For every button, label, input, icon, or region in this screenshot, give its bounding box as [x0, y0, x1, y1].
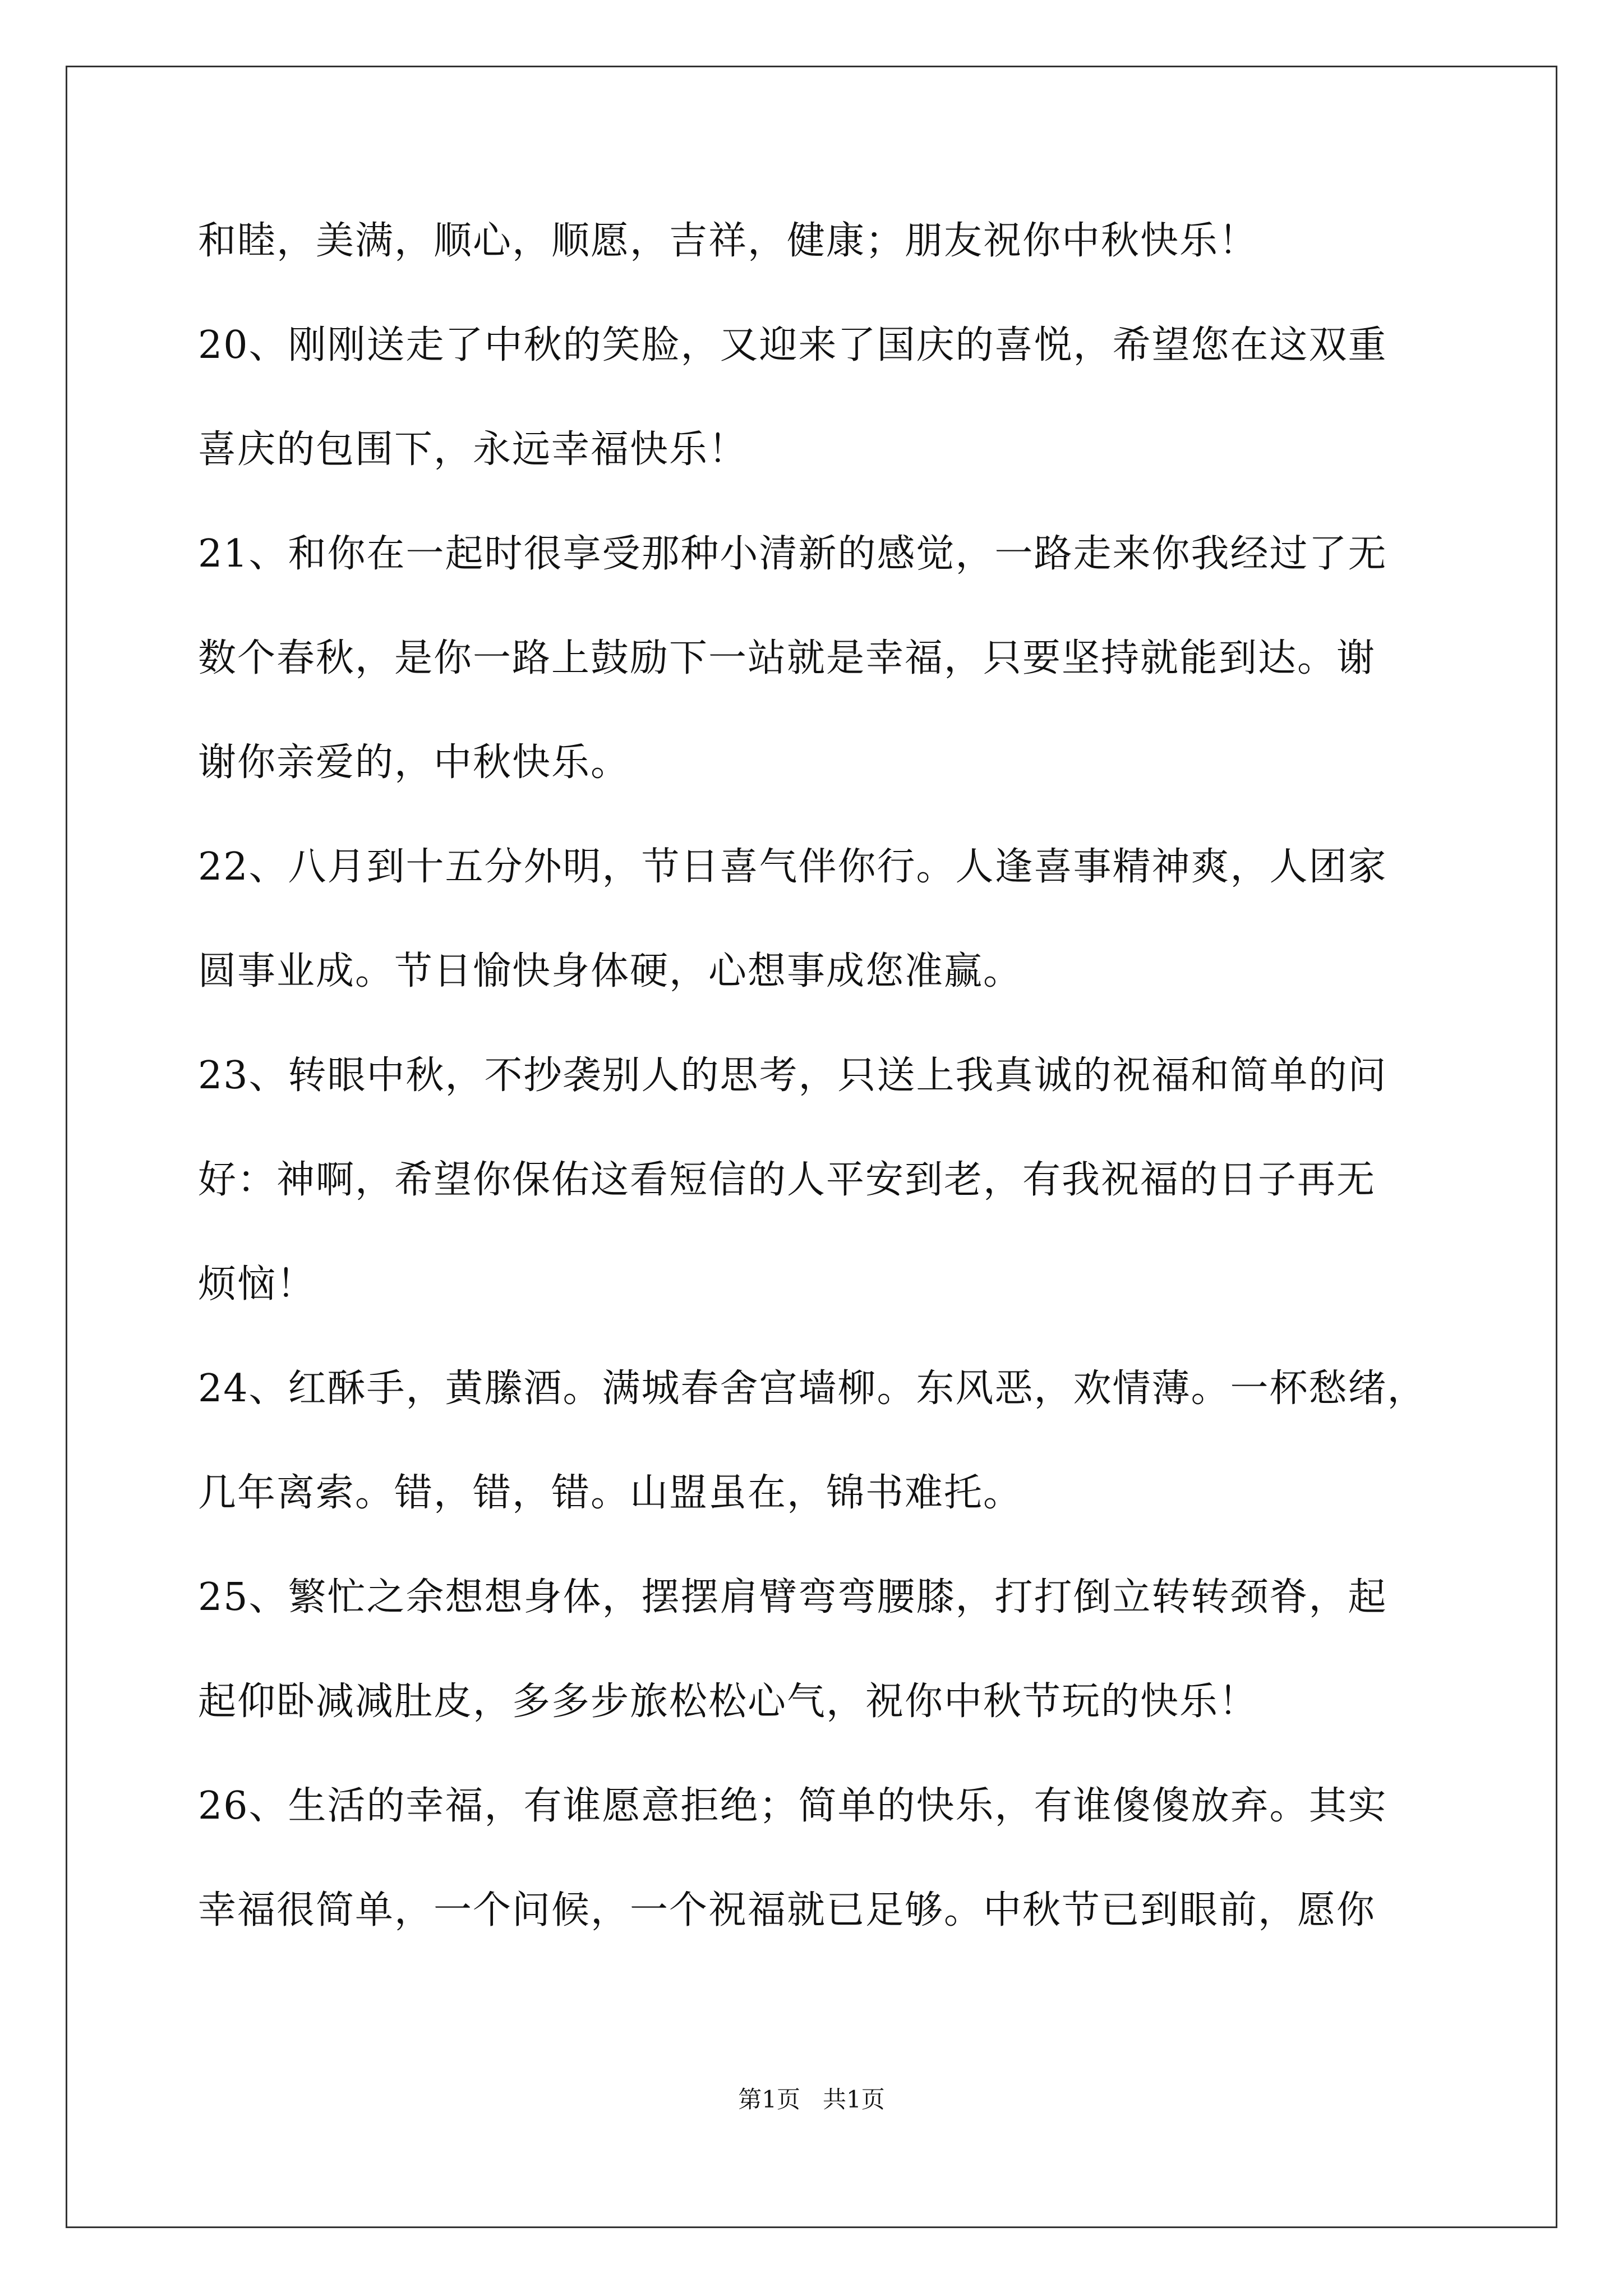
text-line: 25、繁忙之余想想身体，摆摆肩臂弯弯腰膝，打打倒立转转颈脊，起	[198, 1575, 1387, 1619]
text-line: 22、八月到十五分外明，节日喜气伴你行。人逢喜事精神爽，人团家	[198, 845, 1387, 889]
text-line: 谢你亲爱的，中秋快乐。	[198, 740, 630, 785]
text-line: 圆事业成。节日愉快身体硬，心想事成您准赢。	[198, 949, 1023, 993]
text-line: 20、刚刚送走了中秋的笑脸，又迎来了国庆的喜悦，希望您在这双重	[198, 323, 1387, 367]
text-line: 21、和你在一起时很享受那种小清新的感觉，一路走来你我经过了无	[198, 532, 1387, 576]
text-line: 几年离索。错，错，错。山盟虽在，锦书难托。	[198, 1471, 1023, 1515]
text-line: 和睦，美满，顺心，顺愿，吉祥，健康；朋友祝你中秋快乐！	[198, 219, 1258, 263]
text-line: 起仰卧减减肚皮，多多步旅松松心气，祝你中秋节玩的快乐！	[198, 1680, 1258, 1724]
text-line: 数个春秋，是你一路上鼓励下一站就是幸福，只要坚持就能到达。谢	[198, 636, 1376, 680]
text-line: 喜庆的包围下，永远幸福快乐！	[198, 427, 748, 472]
document-body	[198, 219, 1432, 1993]
page-number-footer: 第1页 共1页	[738, 2086, 885, 2113]
text-line: 24、红酥手，黄縢酒。满城春舍宫墙柳。东风恶，欢情薄。一杯愁绪，	[198, 1366, 1427, 1411]
text-line: 烦恼！	[198, 1262, 316, 1306]
text-line: 好：神啊，希望你保佑这看短信的人平安到老，有我祝福的日子再无	[198, 1158, 1376, 1202]
text-line: 幸福很简单，一个问候，一个祝福就已足够。中秋节已到眼前，愿你	[198, 1888, 1376, 1932]
text-line: 23、转眼中秋，不抄袭别人的思考，只送上我真诚的祝福和简单的问	[198, 1053, 1387, 1098]
text-line: 26、生活的幸福，有谁愿意拒绝；简单的快乐，有谁傻傻放弃。其实	[198, 1784, 1387, 1828]
